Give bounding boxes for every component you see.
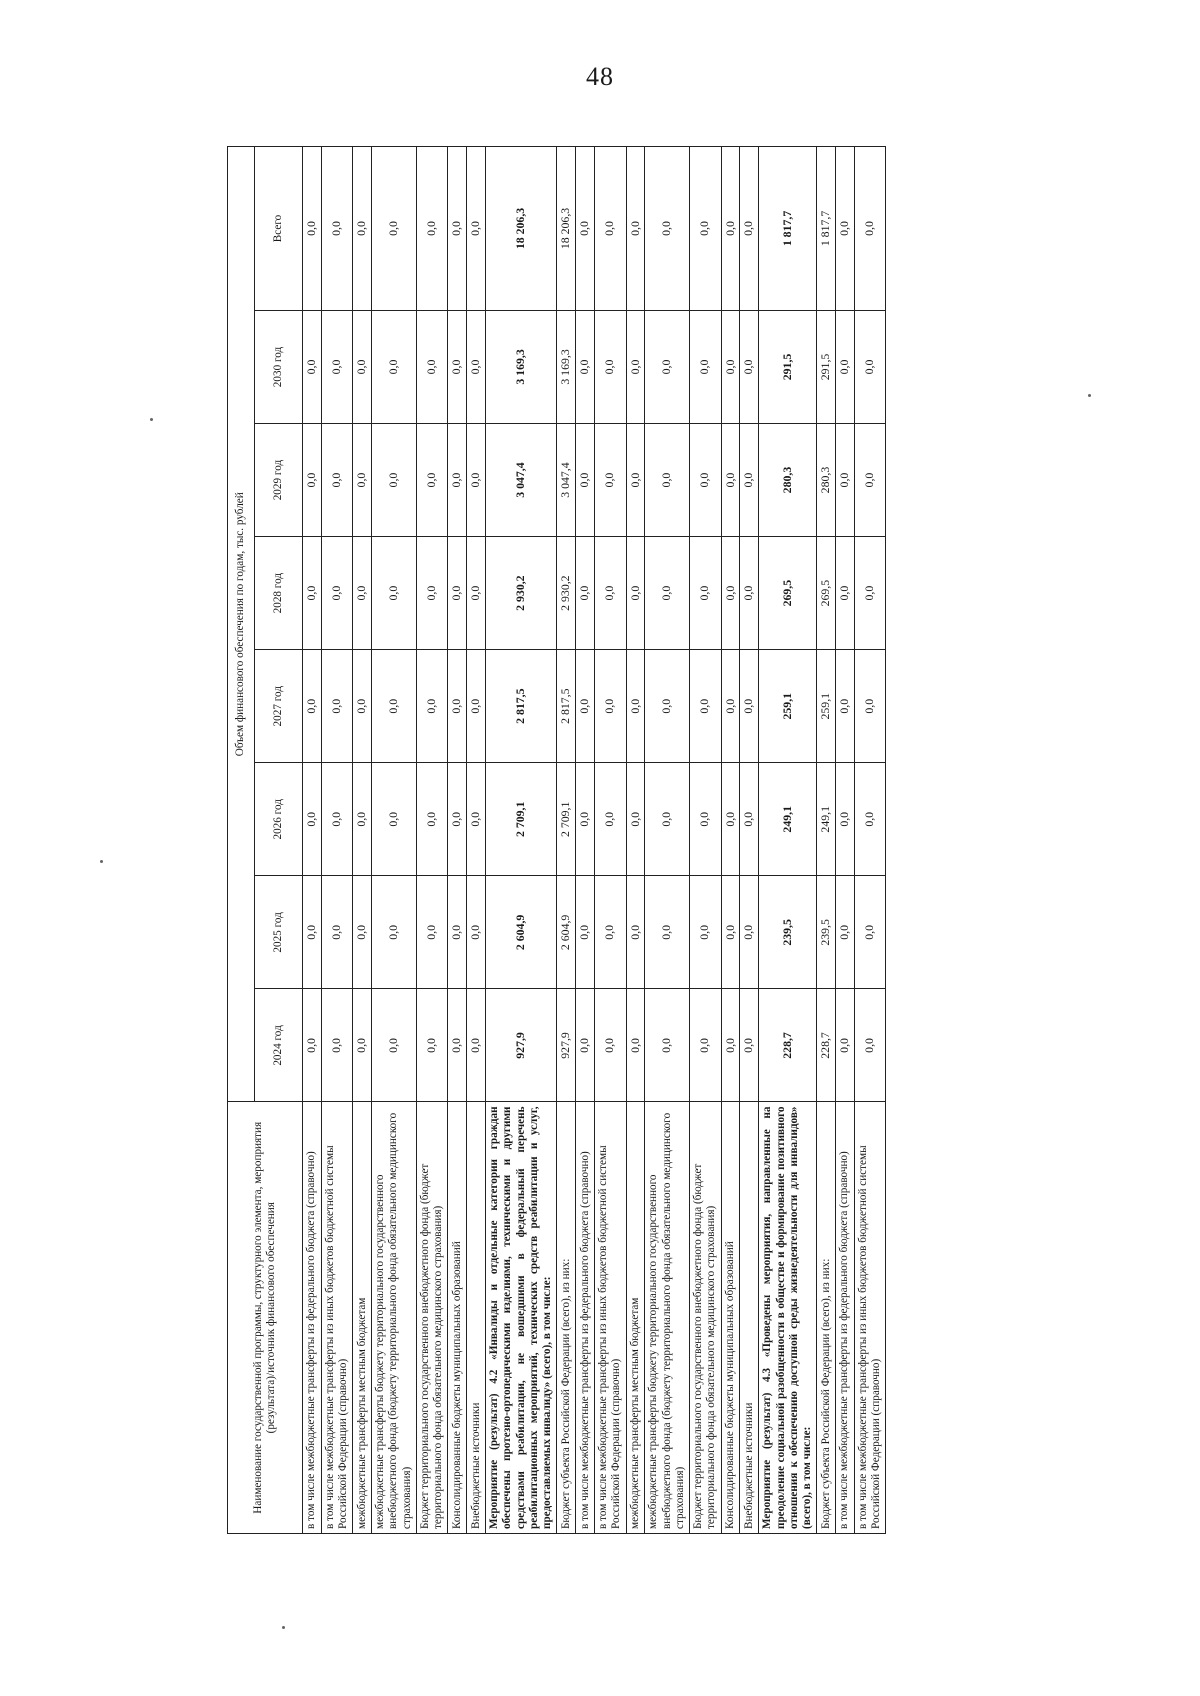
table-row [448, 147, 467, 1534]
row-total-cell: 0,0 [645, 147, 690, 311]
row-value-cell: 239,5 [817, 876, 836, 989]
row-value-cell: 0,0 [448, 424, 467, 537]
row-value-cell: 0,0 [353, 876, 372, 989]
row-value-cell: 0,0 [595, 989, 626, 1102]
row-value-cell: 0,0 [626, 310, 645, 423]
table-row [855, 147, 886, 1534]
header-year: 2030 год [255, 310, 303, 423]
row-value-cell: 0,0 [855, 650, 886, 763]
row-value-cell: 2 604,9 [557, 876, 576, 989]
row-value-cell: 0,0 [321, 424, 352, 537]
row-label: Бюджет территориального государственного внебюджетного фонда (бюджет территориального фонда обязательного медицинского страхования) [690, 1102, 721, 1534]
row-value-cell: 2 930,2 [557, 537, 576, 650]
row-total-cell: 0,0 [836, 147, 855, 311]
row-total-cell: 0,0 [448, 147, 467, 311]
row-total-cell: 0,0 [353, 147, 372, 311]
row-value-cell: 0,0 [448, 989, 467, 1102]
row-value-cell: 0,0 [467, 537, 486, 650]
header-row-top [228, 147, 255, 1534]
row-value-cell: 3 047,4 [557, 424, 576, 537]
row-label: межбюджетные трансферты местным бюджетам [353, 1102, 372, 1534]
row-value-cell: 0,0 [595, 763, 626, 876]
row-value-cell: 0,0 [836, 537, 855, 650]
row-value-cell: 228,7 [759, 989, 817, 1102]
row-value-cell: 0,0 [303, 989, 322, 1102]
row-value-cell: 0,0 [645, 424, 690, 537]
row-value-cell: 0,0 [448, 876, 467, 989]
row-value-cell: 0,0 [645, 310, 690, 423]
row-value-cell: 0,0 [467, 763, 486, 876]
row-value-cell: 0,0 [576, 424, 595, 537]
table-row [721, 147, 740, 1534]
row-label: Консолидированные бюджеты муниципальных образований [721, 1102, 740, 1534]
row-label: в том числе межбюджетные трансферты из федерального бюджета (справочно) [303, 1102, 322, 1534]
row-value-cell: 0,0 [321, 650, 352, 763]
row-total-cell: 1 817,7 [759, 147, 817, 311]
row-value-cell: 0,0 [467, 310, 486, 423]
row-label: Внебюджетные источники [467, 1102, 486, 1534]
table-row [626, 147, 645, 1534]
row-value-cell: 3 169,3 [557, 310, 576, 423]
row-value-cell: 0,0 [353, 763, 372, 876]
row-value-cell: 269,5 [817, 537, 836, 650]
row-value-cell: 0,0 [740, 876, 759, 989]
scan-speck [150, 418, 153, 421]
row-total-cell: 0,0 [595, 147, 626, 311]
row-label: в том числе межбюджетные трансферты из иных бюджетов бюджетной системы Российской Федерации (справочно) [595, 1102, 626, 1534]
row-value-cell: 0,0 [303, 424, 322, 537]
row-label: в том числе межбюджетные трансферты из федерального бюджета (справочно) [576, 1102, 595, 1534]
row-value-cell: 0,0 [626, 424, 645, 537]
row-value-cell: 0,0 [576, 763, 595, 876]
scan-speck [100, 860, 103, 863]
row-value-cell: 0,0 [645, 876, 690, 989]
row-value-cell: 2 709,1 [557, 763, 576, 876]
row-value-cell: 0,0 [353, 650, 372, 763]
row-value-cell: 0,0 [836, 650, 855, 763]
row-total-cell: 0,0 [626, 147, 645, 311]
row-value-cell: 2 709,1 [486, 763, 557, 876]
row-value-cell: 0,0 [690, 989, 721, 1102]
row-total-cell: 0,0 [372, 147, 417, 311]
row-value-cell: 0,0 [740, 537, 759, 650]
row-value-cell: 0,0 [416, 876, 447, 989]
row-value-cell: 239,5 [759, 876, 817, 989]
row-value-cell: 2 604,9 [486, 876, 557, 989]
header-year: 2027 год [255, 650, 303, 763]
row-total-cell: 0,0 [576, 147, 595, 311]
row-value-cell: 0,0 [467, 989, 486, 1102]
row-value-cell: 280,3 [817, 424, 836, 537]
scan-speck [282, 1626, 285, 1629]
row-value-cell: 0,0 [645, 989, 690, 1102]
row-value-cell: 0,0 [303, 763, 322, 876]
row-value-cell: 0,0 [303, 537, 322, 650]
row-value-cell: 0,0 [721, 763, 740, 876]
row-value-cell: 0,0 [721, 876, 740, 989]
row-value-cell: 0,0 [855, 537, 886, 650]
row-value-cell: 0,0 [721, 310, 740, 423]
row-total-cell: 0,0 [303, 147, 322, 311]
table-row [303, 147, 322, 1534]
row-label: в том числе межбюджетные трансферты из федерального бюджета (справочно) [836, 1102, 855, 1534]
scan-speck [1088, 394, 1091, 397]
row-value-cell: 0,0 [353, 537, 372, 650]
row-value-cell: 0,0 [740, 650, 759, 763]
row-value-cell: 3 047,4 [486, 424, 557, 537]
table-row [321, 147, 352, 1534]
header-year: 2028 год [255, 537, 303, 650]
row-value-cell: 0,0 [353, 310, 372, 423]
row-value-cell: 280,3 [759, 424, 817, 537]
row-value-cell: 0,0 [626, 989, 645, 1102]
table-row [467, 147, 486, 1534]
row-value-cell: 0,0 [321, 876, 352, 989]
table-row [759, 147, 817, 1534]
row-value-cell: 0,0 [416, 310, 447, 423]
row-value-cell: 0,0 [372, 763, 417, 876]
row-value-cell: 0,0 [626, 537, 645, 650]
row-value-cell: 0,0 [855, 763, 886, 876]
row-value-cell: 0,0 [595, 424, 626, 537]
table-row [416, 147, 447, 1534]
row-value-cell: 0,0 [626, 650, 645, 763]
row-value-cell: 0,0 [836, 876, 855, 989]
table-row [740, 147, 759, 1534]
row-value-cell: 0,0 [372, 424, 417, 537]
row-value-cell: 0,0 [721, 650, 740, 763]
row-value-cell: 0,0 [740, 989, 759, 1102]
header-year: 2025 год [255, 876, 303, 989]
row-value-cell: 291,5 [817, 310, 836, 423]
row-value-cell: 0,0 [416, 763, 447, 876]
row-value-cell: 0,0 [416, 650, 447, 763]
row-label: Внебюджетные источники [740, 1102, 759, 1534]
table-row [595, 147, 626, 1534]
row-value-cell: 0,0 [721, 989, 740, 1102]
row-value-cell: 0,0 [645, 537, 690, 650]
row-value-cell: 0,0 [576, 650, 595, 763]
header-financing-group: Объем финансового обеспечения по годам, тыс. рублей [228, 147, 255, 1102]
row-value-cell: 3 169,3 [486, 310, 557, 423]
row-value-cell: 0,0 [626, 763, 645, 876]
table-row [690, 147, 721, 1534]
row-value-cell: 0,0 [645, 763, 690, 876]
row-value-cell: 249,1 [817, 763, 836, 876]
row-total-cell: 0,0 [690, 147, 721, 311]
row-value-cell: 0,0 [576, 876, 595, 989]
row-label: в том числе межбюджетные трансферты из иных бюджетов бюджетной системы Российской Федерации (справочно) [855, 1102, 886, 1534]
row-total-cell: 0,0 [321, 147, 352, 311]
row-value-cell: 0,0 [740, 763, 759, 876]
table-row [576, 147, 595, 1534]
row-value-cell: 0,0 [836, 310, 855, 423]
row-value-cell: 0,0 [448, 310, 467, 423]
financing-table [227, 146, 886, 1534]
row-value-cell: 0,0 [353, 424, 372, 537]
row-total-cell: 1 817,7 [817, 147, 836, 311]
row-value-cell: 0,0 [740, 310, 759, 423]
row-value-cell: 0,0 [416, 424, 447, 537]
row-label: межбюджетные трансферты местным бюджетам [626, 1102, 645, 1534]
row-value-cell: 0,0 [690, 650, 721, 763]
row-value-cell: 927,9 [557, 989, 576, 1102]
row-label: Бюджет субъекта Российской Федерации (всего), из них: [557, 1102, 576, 1534]
row-label: межбюджетные трансферты бюджету территориального государственного внебюджетного фонда (бюджету территориального фонда обязательного медицинского страхования) [372, 1102, 417, 1534]
row-value-cell: 0,0 [372, 989, 417, 1102]
table-row [557, 147, 576, 1534]
row-value-cell: 0,0 [448, 650, 467, 763]
row-value-cell: 0,0 [645, 650, 690, 763]
row-label: Бюджет территориального государственного внебюджетного фонда (бюджет территориального фонда обязательного медицинского страхования) [416, 1102, 447, 1534]
row-label: Мероприятие (результат) 4.3 «Проведены мероприятия, направленные на преодоление социальной разобщенности в обществе и формирование позитивного отношения к обеспечению доступной среды жизнедеятельности для инвалидов» (всего), в том числе: [759, 1102, 817, 1534]
row-value-cell: 0,0 [626, 876, 645, 989]
row-value-cell: 269,5 [759, 537, 817, 650]
row-value-cell: 0,0 [416, 989, 447, 1102]
row-value-cell: 0,0 [595, 310, 626, 423]
row-value-cell: 0,0 [855, 310, 886, 423]
row-value-cell: 0,0 [576, 989, 595, 1102]
row-value-cell: 0,0 [740, 424, 759, 537]
row-value-cell: 0,0 [467, 424, 486, 537]
row-value-cell: 0,0 [721, 537, 740, 650]
row-value-cell: 259,1 [817, 650, 836, 763]
row-total-cell: 0,0 [467, 147, 486, 311]
row-value-cell: 0,0 [690, 876, 721, 989]
row-value-cell: 0,0 [448, 763, 467, 876]
row-value-cell: 291,5 [759, 310, 817, 423]
header-total: Всего [255, 147, 303, 311]
row-value-cell: 0,0 [690, 763, 721, 876]
row-value-cell: 0,0 [690, 310, 721, 423]
row-value-cell: 0,0 [372, 537, 417, 650]
row-label: Бюджет субъекта Российской Федерации (всего), из них: [817, 1102, 836, 1534]
row-total-cell: 18 206,3 [557, 147, 576, 311]
table-row [645, 147, 690, 1534]
row-value-cell: 2 817,5 [486, 650, 557, 763]
row-value-cell: 2 817,5 [557, 650, 576, 763]
row-value-cell: 2 930,2 [486, 537, 557, 650]
row-value-cell: 0,0 [576, 310, 595, 423]
table-row [836, 147, 855, 1534]
row-value-cell: 0,0 [372, 650, 417, 763]
row-value-cell: 259,1 [759, 650, 817, 763]
table-row [353, 147, 372, 1534]
row-value-cell: 0,0 [836, 424, 855, 537]
row-label: Консолидированные бюджеты муниципальных образований [448, 1102, 467, 1534]
row-value-cell: 0,0 [321, 537, 352, 650]
row-total-cell: 0,0 [416, 147, 447, 311]
row-value-cell: 0,0 [353, 989, 372, 1102]
row-value-cell: 0,0 [467, 650, 486, 763]
header-year: 2024 год [255, 989, 303, 1102]
header-year: 2026 год [255, 763, 303, 876]
row-value-cell: 0,0 [855, 424, 886, 537]
rotated-table-container [227, 146, 1127, 1534]
row-value-cell: 0,0 [467, 876, 486, 989]
row-total-cell: 0,0 [855, 147, 886, 311]
table-row [486, 147, 557, 1534]
row-value-cell: 0,0 [855, 989, 886, 1102]
row-value-cell: 0,0 [303, 310, 322, 423]
row-value-cell: 0,0 [595, 876, 626, 989]
row-value-cell: 0,0 [321, 763, 352, 876]
header-year: 2029 год [255, 424, 303, 537]
page-number: 48 [586, 62, 614, 91]
row-value-cell: 0,0 [303, 650, 322, 763]
row-label: в том числе межбюджетные трансферты из иных бюджетов бюджетной системы Российской Федерации (справочно) [321, 1102, 352, 1534]
row-value-cell: 0,0 [372, 876, 417, 989]
table-row [817, 147, 836, 1534]
row-value-cell: 0,0 [855, 876, 886, 989]
row-value-cell: 0,0 [321, 989, 352, 1102]
row-value-cell: 0,0 [372, 310, 417, 423]
row-value-cell: 0,0 [321, 310, 352, 423]
row-value-cell: 0,0 [690, 424, 721, 537]
row-value-cell: 0,0 [576, 537, 595, 650]
row-value-cell: 0,0 [448, 537, 467, 650]
table-body [303, 147, 886, 1534]
table-row [372, 147, 417, 1534]
row-value-cell: 0,0 [721, 424, 740, 537]
row-value-cell: 927,9 [486, 989, 557, 1102]
row-label: межбюджетные трансферты бюджету территориального государственного внебюджетного фонда (бюджету территориального фонда обязательного медицинского страхования) [645, 1102, 690, 1534]
row-value-cell: 0,0 [303, 876, 322, 989]
row-value-cell: 249,1 [759, 763, 817, 876]
row-value-cell: 0,0 [595, 537, 626, 650]
row-label: Мероприятие (результат) 4.2 «Инвалиды и отдельные категории граждан обеспечены протезно-ортопедическими изделиями, техническими и другими средствами реабилитации, не вошедшими в федеральный перечень реабилитационных мероприятий, технических средств реабилитации и услуг, предоставляемых инвалиду» (всего), в том числе: [486, 1102, 557, 1534]
row-value-cell: 0,0 [836, 989, 855, 1102]
row-value-cell: 0,0 [836, 763, 855, 876]
row-value-cell: 0,0 [690, 537, 721, 650]
row-value-cell: 0,0 [416, 537, 447, 650]
header-name-column: Наименование государственной программы, структурного элемента, мероприятия (результата)/источник финансового обеспечения [228, 1102, 303, 1534]
row-total-cell: 0,0 [721, 147, 740, 311]
row-value-cell: 228,7 [817, 989, 836, 1102]
row-value-cell: 0,0 [595, 650, 626, 763]
row-total-cell: 18 206,3 [486, 147, 557, 311]
row-total-cell: 0,0 [740, 147, 759, 311]
